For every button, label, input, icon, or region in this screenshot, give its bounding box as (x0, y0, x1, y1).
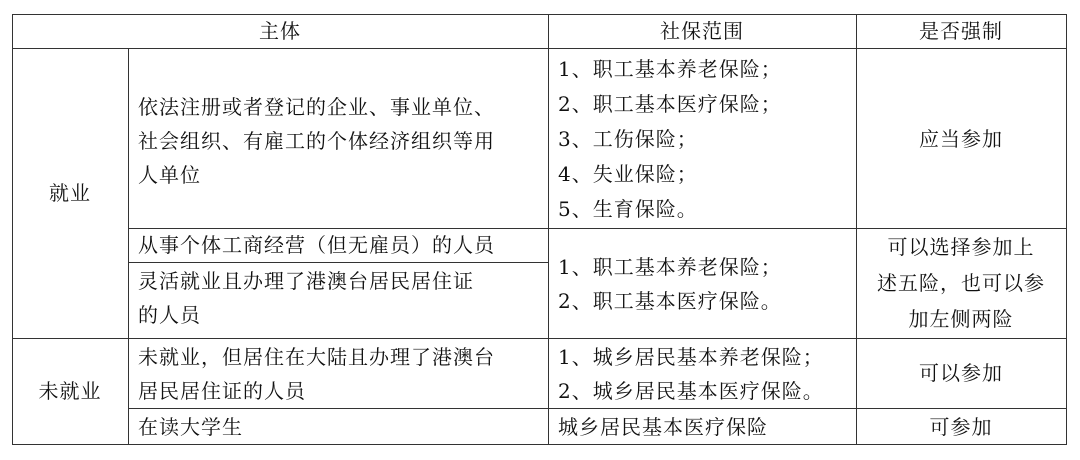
mandatory-cell: 应当参加 (919, 127, 1003, 151)
subject-cell-line: 在读大学生 (138, 415, 243, 439)
table-border-bottom (12, 444, 1066, 445)
header-divider (12, 48, 1066, 49)
group-label-unemployed: 未就业 (38, 379, 102, 403)
mandatory-cell-line: 可以选择参加上 (887, 235, 1035, 259)
scope-cell-line: 1、职工基本养老保险； (558, 57, 782, 81)
mandatory-cell-line: 加左侧两险 (908, 307, 1014, 331)
subject-cell-line: 从事个体工商经营（但无雇员）的人员 (138, 233, 495, 257)
mandatory-cell: 可以参加 (919, 361, 1003, 385)
scope-cell-line: 3、工伤保险； (558, 127, 698, 151)
header-scope: 社保范围 (660, 19, 744, 43)
mandatory-cell-line: 述五险，也可以参 (877, 271, 1045, 295)
subject-cell-line: 依法注册或者登记的企业、事业单位、 (138, 95, 495, 119)
group-divider (12, 338, 1066, 339)
column-divider (128, 48, 129, 445)
scope-cell-line: 1、城乡居民基本养老保险； (558, 345, 824, 369)
subject-cell-line: 社会组织、有雇工的个体经济组织等用 (138, 129, 495, 153)
subject-cell-line: 未就业，但居住在大陆且办理了港澳台 (138, 345, 495, 369)
subject-cell-line: 灵活就业且办理了港澳台居民居住证 (138, 269, 474, 293)
scope-cell-line: 4、失业保险； (558, 162, 698, 186)
subject-cell-line: 居民居住证的人员 (138, 379, 306, 403)
header-mandatory: 是否强制 (919, 19, 1003, 43)
row-divider (128, 408, 1066, 409)
scope-cell-line: 2、城乡居民基本医疗保险。 (558, 379, 824, 403)
subject-cell-line: 的人员 (138, 303, 201, 327)
scope-cell-line: 2、职工基本医疗保险。 (558, 289, 782, 313)
header-subject: 主体 (259, 19, 301, 43)
scope-cell-line: 1、职工基本养老保险； (558, 255, 782, 279)
scope-cell-line: 5、生育保险。 (558, 197, 698, 221)
column-divider (548, 14, 549, 445)
mandatory-cell: 可参加 (929, 415, 993, 439)
scope-cell-line: 城乡居民基本医疗保险 (558, 415, 768, 439)
scope-cell-line: 2、职工基本医疗保险； (558, 92, 782, 116)
group-label-employed: 就业 (49, 181, 91, 205)
subject-cell-line: 人单位 (138, 163, 201, 187)
row-divider (128, 262, 548, 263)
table-border-right (1066, 14, 1067, 445)
